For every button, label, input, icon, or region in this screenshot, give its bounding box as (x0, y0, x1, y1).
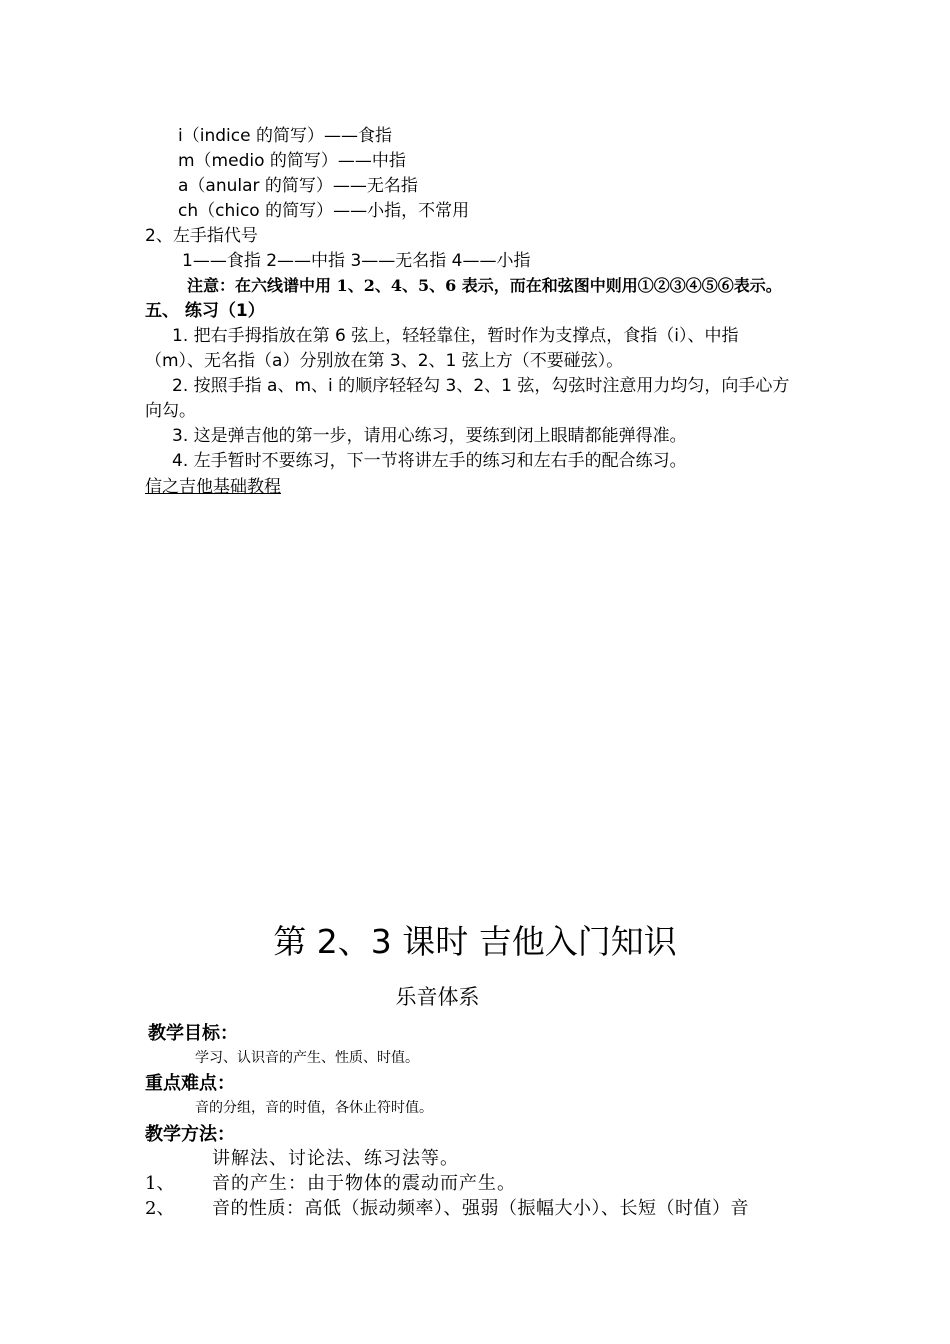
method-text: 讲解法、讨论法、练习法等。 (212, 1148, 459, 1169)
point-1-text: 音的产生：由于物体的震动而产生。 (212, 1173, 516, 1194)
key-label: 重点难点： (145, 1073, 235, 1094)
method-label: 教学方法： (145, 1124, 235, 1145)
finger-abbr-a: a（anular 的简写）——无名指 (178, 176, 418, 196)
finger-abbr-m: m（medio 的简写）——中指 (178, 151, 406, 171)
point-1-number: 1、 (145, 1173, 175, 1194)
practice-item-1a: 1. 把右手拇指放在第 6 弦上，轻轻靠住，暂时作为支撑点，食指（i）、中指 (172, 326, 739, 346)
practice-item-3: 3. 这是弹吉他的第一步，请用心练习，要练到闭上眼睛都能弹得准。 (172, 426, 687, 446)
practice-item-4: 4. 左手暂时不要练习，下一节将讲左手的练习和左右手的配合练习。 (172, 451, 687, 471)
key-text: 音的分组，音的时值，各休止符时值。 (195, 1100, 433, 1116)
point-2-number: 2、 (145, 1198, 175, 1219)
point-2-text: 音的性质：高低（振动频率）、强弱（振幅大小）、长短（时值）音 (212, 1198, 749, 1219)
left-hand-codes: 1——食指 2——中指 3——无名指 4——小指 (182, 251, 531, 271)
lesson-subtitle: 乐音体系 (395, 985, 480, 1009)
practice-item-1b: （m）、无名指（a）分别放在第 3、2、1 弦上方（不要碰弦）。 (145, 351, 624, 371)
finger-abbr-ch: ch（chico 的简写）——小指，不常用 (178, 201, 470, 221)
practice-item-2a: 2. 按照手指 a、m、i 的顺序轻轻勾 3、2、1 弦，勾弦时注意用力均匀，向手心方 (172, 376, 790, 396)
goal-label: 教学目标： (148, 1023, 238, 1044)
finger-abbr-i: i（indice 的简写）——食指 (178, 126, 392, 146)
practice-item-2b: 向勾。 (145, 401, 196, 421)
left-hand-note: 注意：在六线谱中用 1、2、4、5、6 表示，而在和弦图中则用①②③④⑤⑥表示。 (187, 276, 782, 295)
goal-text: 学习、认识音的产生、性质、时值。 (195, 1050, 419, 1066)
left-hand-heading: 2、左手指代号 (145, 226, 258, 246)
lesson-title: 第 2、3 课时 吉他入门知识 (273, 922, 677, 961)
footer-link[interactable]: 信之吉他基础教程 (145, 477, 281, 497)
practice-heading: 五、 练习（1） (145, 301, 265, 321)
